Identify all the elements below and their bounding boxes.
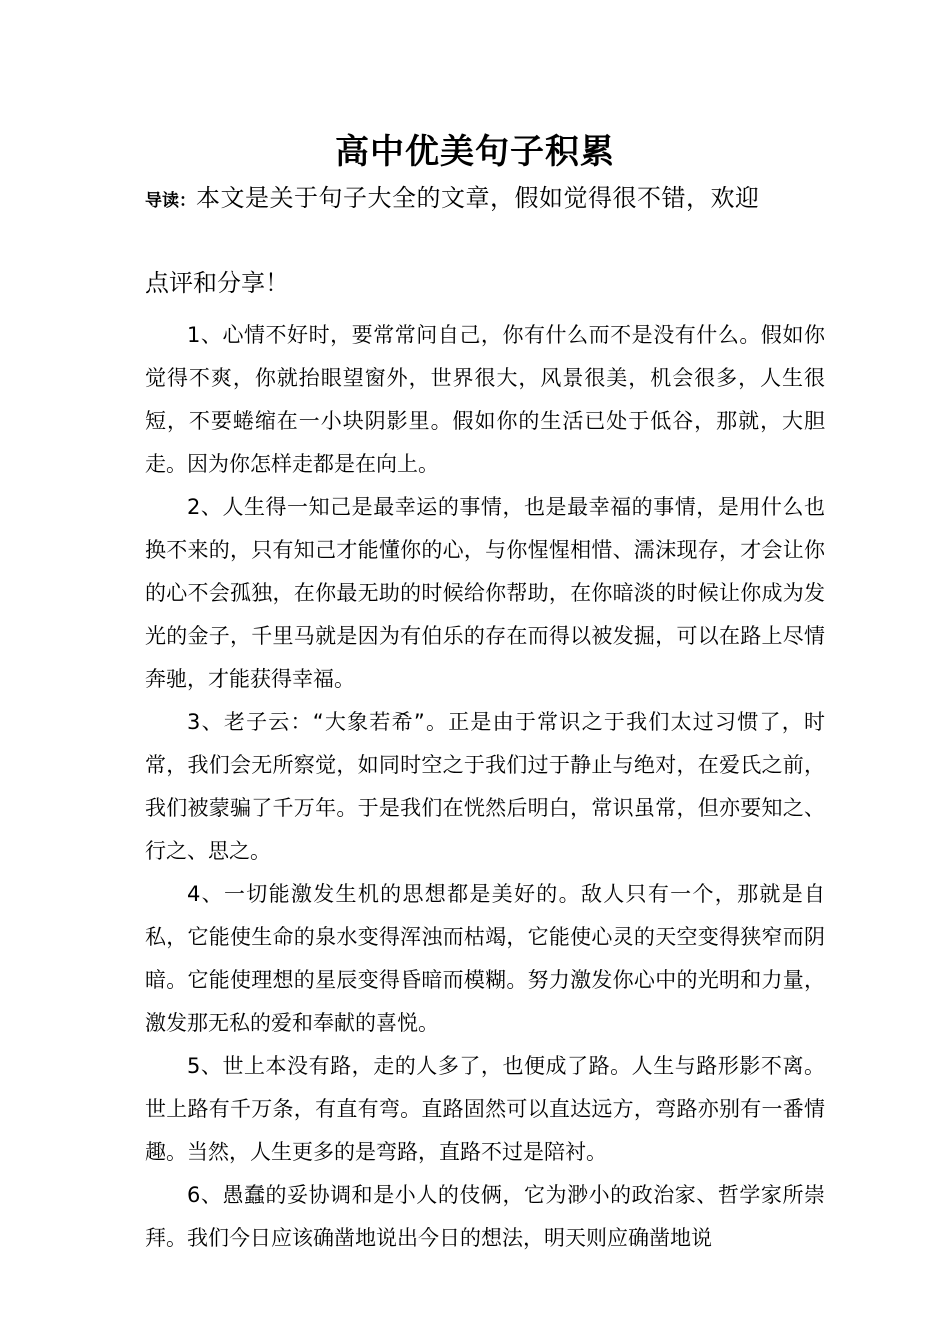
intro-section [145,180,825,301]
intro-text-1: 本文是关于句子大全的文章，假如觉得很不错，欢迎 [196,184,760,212]
intro-line-1 [145,180,825,219]
intro-label: 导读： [145,191,196,211]
paragraph-1: 1、心情不好时，要常常问自己，你有什么而不是没有什么。假如你觉得不爽，你就抬眼望窗外，世界很大，风景很美，机会很多，人生很短，不要蜷缩在一小块阴影里。假如你的生活已处于低谷，那就，大胆走。因为你怎样走都是在向上。 [145,323,825,476]
body-text [145,314,825,1260]
intro-line-2: 点评和分享！ [145,269,289,297]
paragraph-2: 2、人生得一知己是最幸运的事情，也是最幸福的事情，是用什么也换不来的，只有知己才能懂你的心，与你惺惺相惜、濡沫现存，才会让你的心不会孤独，在你最无助的时候给你帮助，在你暗淡的时候让你成为发光的金子，千里马就是因为有伯乐的存在而得以被发掘，可以在路上尽情奔驰，才能获得幸福。 [145,495,825,691]
paragraph-5: 5、世上本没有路，走的人多了，也便成了路。人生与路形影不离。世上路有千万条，有直有弯。直路固然可以直达远方，弯路亦别有一番情趣。当然，人生更多的是弯路，直路不过是陪衬。 [145,1054,825,1164]
paragraph-4: 4、一切能激发生机的思想都是美好的。敌人只有一个，那就是自私，它能使生命的泉水变得浑浊而枯竭，它能使心灵的天空变得狭窄而阴暗。它能使理想的星辰变得昏暗而模糊。努力激发你心中的光明和力量，激发那无私的爱和奉献的喜悦。 [145,882,825,1035]
document-title: 高中优美句子积累 [335,132,615,172]
paragraph-6: 6、愚蠢的妥协调和是小人的伎俩，它为渺小的政治家、哲学家所崇拜。我们今日应该确凿地说出今日的想法，明天则应确凿地说 [145,1183,825,1250]
paragraph-3: 3、老子云：“大象若希”。正是由于常识之于我们太过习惯了，时常，我们会无所察觉，如同时空之于我们过于静止与绝对，在爱氏之前，我们被蒙骗了千万年。于是我们在恍然后明白，常识虽常，但亦要知之、行之、思之。 [145,710,825,863]
